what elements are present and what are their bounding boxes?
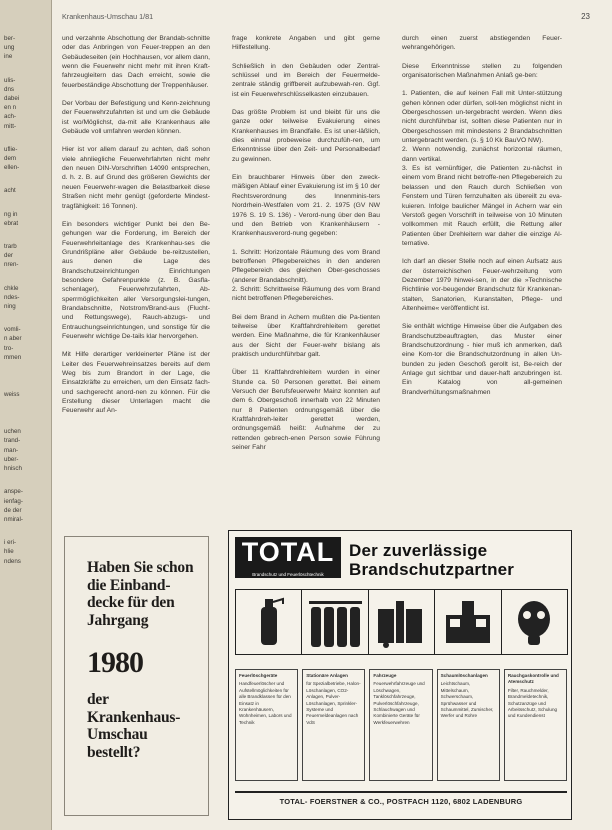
edge-text-fragment: vomli-: [4, 326, 21, 334]
product-icons-row: [235, 589, 567, 655]
edge-text-fragment: acht: [4, 187, 16, 195]
edge-text-fragment: ellen-: [4, 164, 20, 172]
panel-heading: Rauchgaskontrolle und Atemschutz: [507, 673, 559, 685]
text-column-2: [232, 34, 380, 461]
edge-text-fragment: trand-: [4, 437, 21, 445]
edge-text-fragment: weiss: [4, 391, 20, 399]
edge-text-fragment: dabei: [4, 95, 20, 103]
edge-text-fragment: [4, 473, 51, 487]
edge-text-fragment: uchen: [4, 428, 21, 436]
text-column-1: [62, 34, 210, 425]
total-logo: TOTAL: [235, 537, 341, 573]
edge-text-fragment: ienfag-: [4, 497, 23, 505]
edge-text-fragment: uflie-: [4, 145, 18, 153]
edge-text-fragment: ndes-: [4, 293, 20, 301]
product-panel: [235, 669, 298, 781]
panel-heading: Fahrzeuge: [373, 673, 397, 678]
binding-cover-advert: [64, 536, 209, 816]
paragraph: Mit Hilfe derartiger verkleinerter Pläne ist der Leiter des Feuerwehreinsatzes bereits auf dem Weg bis zum Brandort in der Lage, die Einsatzkräfte zu erreichen, um den Einsatz fach- und sachgerecht anord-nen zu können. Für die Erstellung dieser Unterlagen macht die Feuerwehr auf An-: [62, 351, 210, 415]
edge-text-fragment: [4, 196, 51, 210]
edge-text-fragment: der: [4, 252, 13, 260]
edge-text-fragment: [4, 376, 51, 390]
product-panel: [369, 669, 432, 781]
edge-text-fragment: [4, 399, 51, 413]
edge-text-fragment: de der: [4, 506, 22, 514]
paragraph: Sie enthält wichtige Hinweise über die Aufgaben des Brandschutzbeauftragten, das Muster einer Brandschutzordnung - hier muß ich anmerken, daß eine Kom-tor die Brandschutzordnung in allen Un-bunden zu jeden Geschoß gerollt ist, Be-reich der Anlage gut sichtbar und dauer-haft anzubringen ist. Ein Katalog von all-gemeinen Brandverhütungsmaßnahmen: [402, 323, 562, 396]
edge-text-fragment: ine: [4, 53, 13, 61]
edge-text-fragment: [4, 131, 51, 145]
paragraph: Das größte Problem ist und bleibt für uns die ganze oder teilweise Evakuierung eines Krankenhauses im Brandfalle. Es ist uner-läßlich, dies einmal probeweise durchzufüh-ren, um Erkenntnisse über den Zeit- und Personalbedarf zu gewinnen.: [232, 109, 380, 163]
edge-text-fragment: [4, 311, 51, 325]
page-number: 23: [581, 12, 590, 21]
advert-slogan: Der zuverlässige Brandschutzpartner: [349, 541, 515, 579]
edge-text-fragment: nren-: [4, 261, 19, 269]
foam-system-icon: [434, 589, 501, 655]
paragraph: Bei dem Brand in Achern mußten die Pa-tienten teilweise über Kraftfahrdrehleitern gerettet werden. Eine Maßnahme, die für Krankenhäuser aus der Sicht der Feuer-wehr bislang als praktisch undurchführbar galt.: [232, 313, 380, 358]
edge-text-fragment: ber-: [4, 35, 16, 42]
paragraph: Schließlich in den Gebäuden oder Zentral-schlüssel und im Bereich der Feuermelde-zentrale ständig griffbereit aufzubewah-ren. Ggf. ist ein Feuerwehrschlüsselkasten einzubauen.: [232, 62, 380, 98]
edge-text-fragment: nmiral-: [4, 515, 23, 523]
edge-text-fragment: [4, 172, 51, 186]
product-panels: [235, 669, 567, 781]
edge-text-fragment: mmen: [4, 353, 22, 361]
text-column-3: [402, 34, 562, 406]
paragraph: und verzahnte Abschottung der Brandab-schnitte oder das Anbringen von Feuer-treppen an den Gebäudeseiten (ein Hochhausen, vor allem dann, wenn die Feuerwehr nicht mehr mit ihren Kraft-fahrzeugleitern das Dach erreicht, sowie die feuerbeständige Abschottung der Treppenhäuser.: [62, 35, 210, 89]
edge-text-fragment: n aber: [4, 335, 22, 343]
edge-text-fragment: [4, 524, 51, 538]
edge-text-fragment: en n: [4, 104, 17, 112]
total-logo-subtitle: Brandschutz und Feuerlöschtechnik: [235, 571, 341, 578]
paragraph: Ich darf an dieser Stelle noch auf einen Aufsatz aus der österreichischen Feuer-wehrzeitung vom Dezember 1979 hinwei-sen, in der die »Technische Richtlinie vor-beugender Brandschutz für Krankenan-stalten, Sanatorien, Kuranstalten, Pflege- und Altenheime« veröffentlicht ist.: [402, 258, 562, 312]
gas-mask-icon: [501, 589, 568, 655]
edge-text-fragment: dem: [4, 155, 17, 163]
previous-page-edge: [0, 0, 52, 830]
edge-text-fragment: ning: [4, 303, 16, 311]
edge-text-fragment: hlie: [4, 548, 14, 556]
paragraph: Hier ist vor allem darauf zu achten, daß sohon viele ahnliegliche Feuerwehrfahrten nicht mehr den neuen DIN-Vorschriften 14090 entsprechen, d. h. z. B. auf Grund des größeren Gewichts der neuen Feuerwehr-wagen die Belastbarkeit diese Straßen nicht mehr genügt (geforderte Mindest-tragfähigkeit: 16 Tonnen).: [62, 146, 210, 210]
panel-body: für Spezialbetriebe, Halon-Löschanlagen, CO2-Anlagen, Pulver-Löschanlagen, Sprinkler-Systeme und Feuermeldeanlagen nach VdS: [306, 681, 361, 725]
paragraph: Ein brauchbarer Hinweis über den zweck-mäßigen Ablauf einer Evakuierung ist im § 10 der Rechtsverordnung des Innenminis-ters Nordrhein-Westfalen vom 21. 2. 1975 (GV NW 1976 S. 19 S. 136) - Verord-nung über den Bau und den Betrieb von Krankenhäusern - Krankenhausverord-nung gegeben:: [232, 174, 380, 238]
product-panel: [504, 669, 567, 781]
advert-year: 1980: [87, 646, 143, 679]
edge-text-fragment: ndens: [4, 557, 21, 565]
edge-text-fragment: tro-: [4, 344, 14, 352]
total-fire-protection-advert: [228, 530, 572, 820]
paragraph: 2. Schritt: Schrittweise Räumung des vom Brand nicht betroffenen Pflegebereiches.: [232, 285, 380, 303]
advert-publication: der Krankenhaus-Umschau bestellt?: [87, 691, 181, 761]
edge-text-fragment: dns: [4, 85, 14, 93]
panel-heading: Feuerlöschgeräte: [239, 673, 278, 678]
advert-address: TOTAL- FOERSTNER & CO., POSTFACH 1120, 6802 LADENBURG: [235, 791, 567, 811]
panel-body: Handfeuerlöscher und Aufstellmöglichkeiten für alle Brandklassen für den Einsatz in Krankenhäusern, Wohnheimen, Labors und Technik: [239, 681, 292, 725]
edge-text-fragment: i eri-: [4, 539, 17, 547]
paragraph: Der Vorbau der Befestigung und Kenn-zeichnung der Feuerwehrzufahrten ist und um die Gebäude ist wo/Möglichst, da-mit alle Krankenhaus alle Gebäude voll umfahren werden können.: [62, 100, 210, 136]
product-panel: [302, 669, 365, 781]
edge-text-fragment: [4, 62, 51, 76]
paragraph: 1. Schritt: Horizontale Räumung des vom Brand betroffenen Pflegebereiches in den anderen Pflegebereich des gleichen Ober-geschosses (anderer Brandabschnitt).: [232, 248, 380, 284]
edge-text-fragment: chkle: [4, 284, 19, 292]
edge-text-fragment: ung: [4, 44, 15, 52]
running-header: Krankenhaus-Umschau 1/81: [62, 12, 154, 21]
edge-text-fragment: man-: [4, 446, 19, 454]
edge-text-fragment: ebrat: [4, 219, 19, 227]
paragraph: Ein besonders wichtiger Punkt bei den Be-gehungen war die Forderung, im Bereich der Feuerwehrleitanlage des Krankenhau-ses die Grundrißpläne aller Gebäude be-reitzustellen, aus denen die Lage des Brandschutzeinrichtungen Einrichtungen besondere Gefahrenpunkte (z. B. Gasfla-schenlager), Feuerwehrzufahrten, Ab-sperrmöglichkeiten aller Versorgungslei-tungen, Brandabschnitte, Notstrom/Brand-aus (Flucht- und Rettungswege), Rauch-abzugs- und Entrauchungseinrichtungen, und sonstige für die Feuerwehr wichtige De-tails klar hervorgehen.: [62, 220, 210, 340]
paragraph: 1. Patienten, die auf keinen Fall mit Unter-stützung gehen können oder dürfen, soll-ten möglichst nicht in Obergeschossen un-tergebracht werden. Wenn dies nicht durchführbar ist, sollten diese Patienten nur in Obergeschossen mit mindestens 2 Brandabschnitten untergebracht werden. (s. § 10 Kk BauVO NW).: [402, 90, 562, 145]
edge-text-fragment: uber-: [4, 455, 19, 463]
paragraph: Über 11 Kraftfahrdrehleitern wurden in einer Stunde ca. 50 Personen gerettet. Bei einem Versuch der Berufsfeuerwehr Mainz konnten auf dem 6. Obergeschoß innerhalb von 22 Minuten nur 8 Patienten ordnungsgemäß über die Kraftfahrdreh-leiter gerettet werden, ordnungsgemäß heißt: Aufnahme der zu rettenden gebrech-enen Person sowie Führung seiner Fahr: [232, 369, 380, 452]
edge-text-fragment: mitt-: [4, 122, 17, 130]
paragraph: durch einen zuerst abstiegenden Feuer-wehrangehörigen.: [402, 35, 562, 52]
edge-text-fragment: [4, 362, 51, 376]
panel-heading: Stationäre Anlagen: [306, 673, 348, 678]
edge-text-fragment: hnisch: [4, 465, 22, 473]
edge-text-fragment: [4, 228, 51, 242]
edge-text-fragment: ach-: [4, 113, 17, 121]
fire-truck-icon: [368, 589, 435, 655]
edge-text-fragment: [4, 270, 51, 284]
panel-heading: Schaumlöschanlagen: [440, 673, 488, 678]
panel-body: Leichtschaum, Mittelschaum, Schwerschaum, Sprühwasser und Schaummittel, Zumischer, Werfer und Rohre: [440, 681, 494, 719]
edge-text-fragment: ulis-: [4, 76, 16, 84]
advert-question: Haben Sie schon die Einband-decke für den Jahrgang: [87, 559, 194, 629]
fire-extinguisher-icon: [235, 589, 302, 655]
product-panel: [437, 669, 500, 781]
edge-text-fragment: anspe-: [4, 488, 23, 496]
gas-cylinders-icon: [301, 589, 368, 655]
paragraph: 3. Es ist vernünftiger, die Patienten zu-nächst in einem vom Brand nicht betroffe-nen Pflegebereich zu belassen und den Rauch durch Schließen von Fenstern und Türen fernzuhalten als übereilt zu eva-kuieren. Infolge baulicher Mängel in Achern war ein Verstoß gegen Vorschrift in teilweise von 10 Minuten vollkommen mit Rauch erfüllt, die Rettung aller Patienten über Drehleitern war daher die einzige Al-ternative.: [402, 165, 562, 247]
panel-body: Filter, Rauchmelder, Brandmeldetechnik, Schutzanzüge und Arbeitsschutz, Schulung und Kundendienst: [507, 687, 558, 719]
panel-body: Feuerwehrfahrzeuge und Löschwagen, Tanklöschfahrzeuge, Pulverlöschfahrzeuge, Schlauchwagen und Kombinierte Geräte für Werkfeuerwehren: [373, 681, 425, 725]
edge-text-fragment: ng in: [4, 210, 18, 218]
edge-text-fragment: trarb: [4, 243, 17, 251]
paragraph: Diese Erkenntnisse stellen zu folgenden organisatorischen Maßnahmen Anlaß ge-ben:: [402, 62, 562, 80]
paragraph: 2. Wenn notwendig, zunächst horizontal räumen, dann vertikal.: [402, 146, 562, 163]
paragraph: frage konkrete Angaben und gibt gerne Hilfestellung.: [232, 35, 380, 52]
edge-text-fragment: [4, 413, 51, 427]
